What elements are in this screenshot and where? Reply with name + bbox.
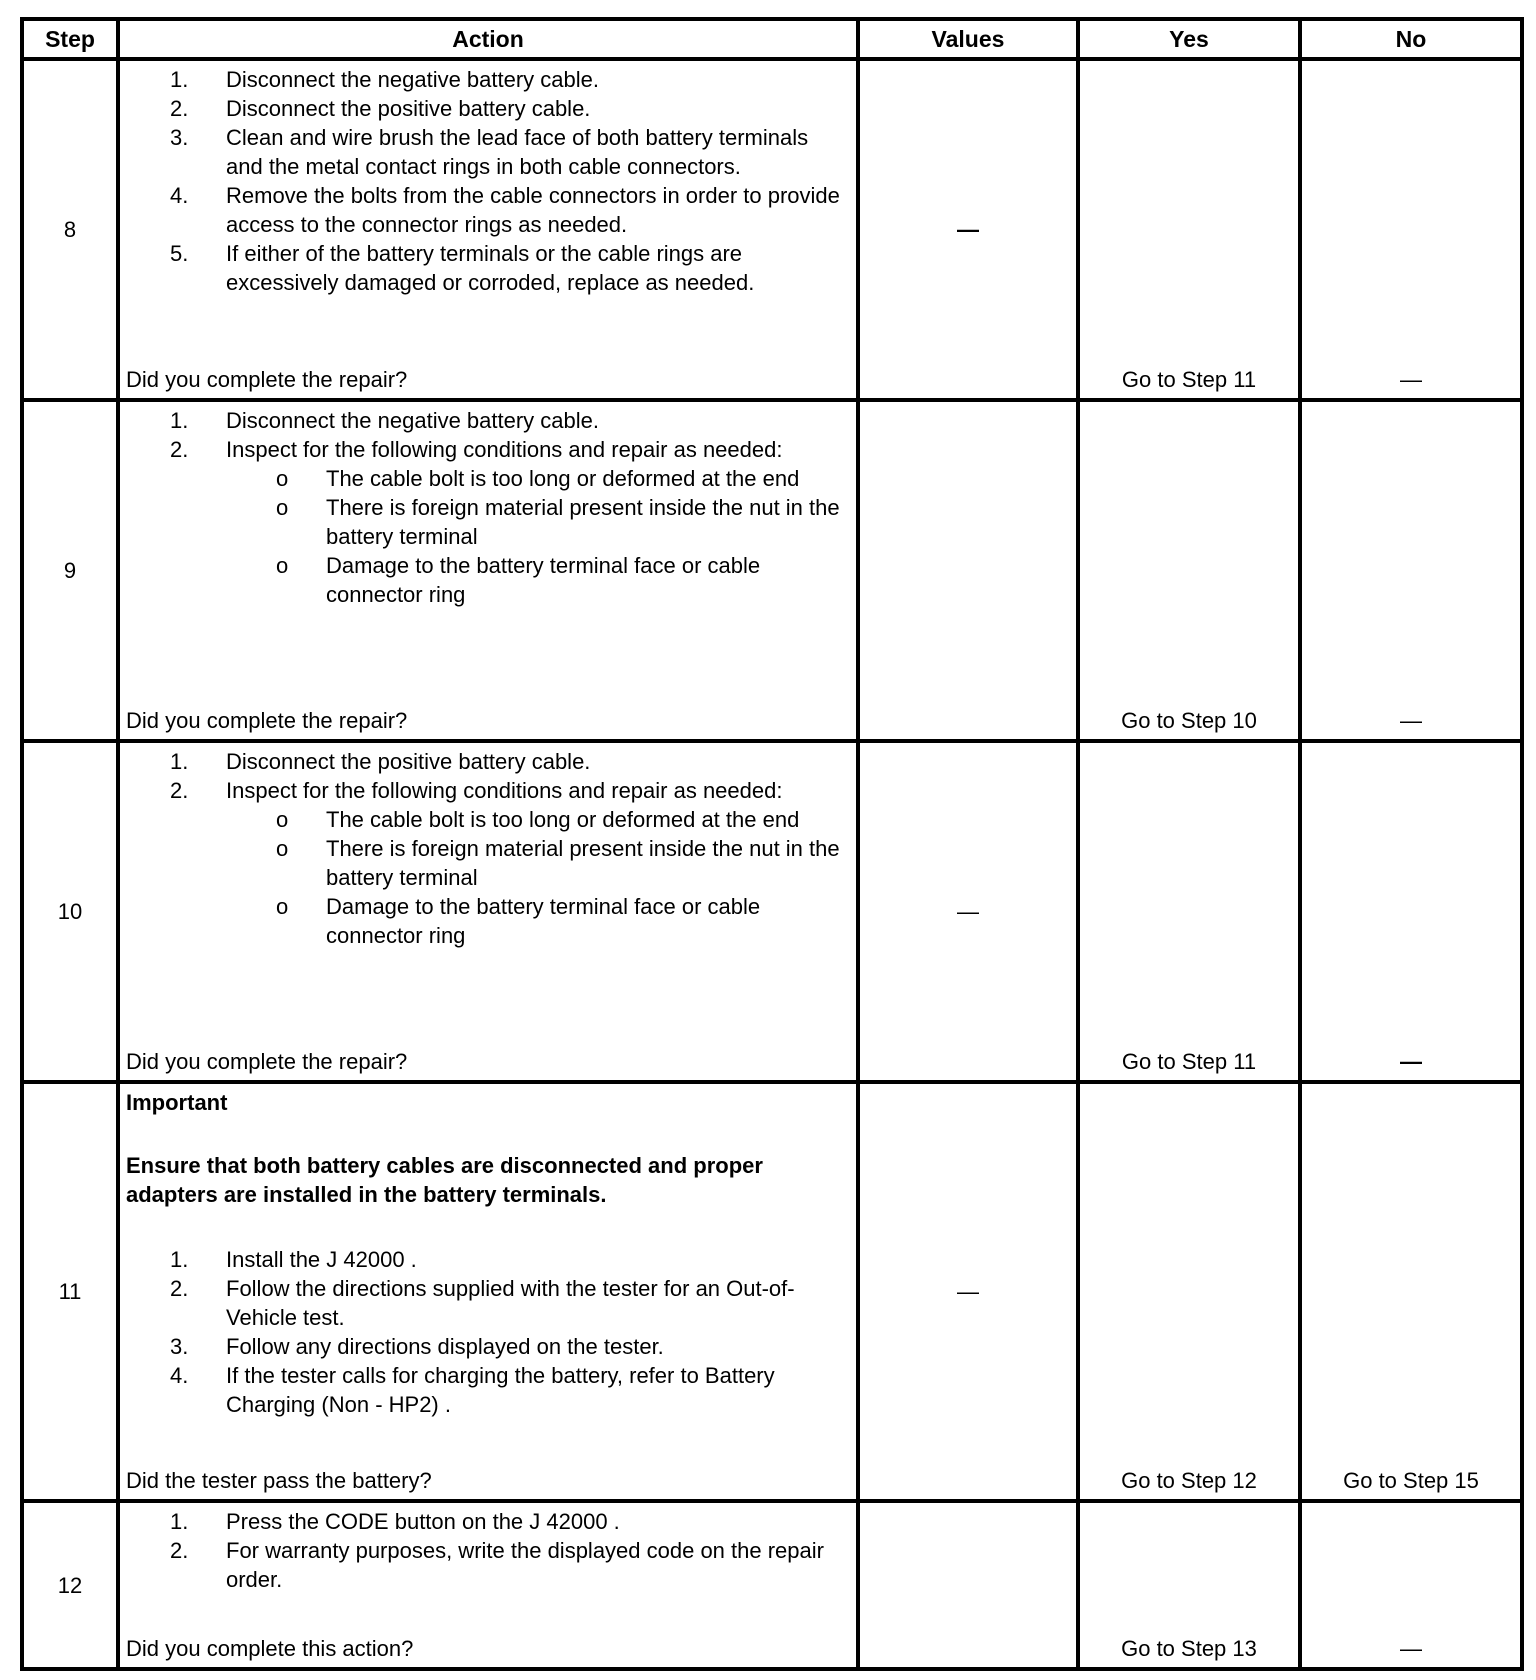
list-item: 4. Remove the bolts from the cable connectors in order to provide access to the connector rings as needed. bbox=[170, 183, 840, 237]
sub-conditions bbox=[126, 464, 850, 609]
yes-cell: Go to Step 11 bbox=[1078, 59, 1300, 400]
list-item: 2. Disconnect the positive battery cable. bbox=[170, 96, 591, 121]
yes-cell: Go to Step 10 bbox=[1078, 400, 1300, 741]
table-row bbox=[22, 1501, 1522, 1669]
step-number: 9 bbox=[22, 400, 118, 741]
step-number: 11 bbox=[22, 1082, 118, 1501]
list-item: 3. Clean and wire brush the lead face of both battery terminals and the metal contact rings in both cable connectors. bbox=[170, 125, 809, 179]
list-item: 5. If either of the battery terminals or the cable rings are excessively damaged or corroded, replace as needed. bbox=[170, 241, 755, 295]
question-text: Did you complete the repair? bbox=[126, 1049, 408, 1074]
list-item: o Damage to the battery terminal face or cable connector ring bbox=[276, 894, 761, 948]
no-cell: — bbox=[1300, 741, 1522, 1082]
action-cell bbox=[118, 400, 858, 741]
header-no: No bbox=[1300, 19, 1522, 59]
list-item: 1. Disconnect the positive battery cable. bbox=[170, 749, 591, 774]
action-cell bbox=[118, 1082, 858, 1501]
list-item: 2. Inspect for the following conditions and repair as needed: bbox=[170, 778, 783, 803]
values-cell: — bbox=[858, 741, 1078, 1082]
header-yes: Yes bbox=[1078, 19, 1300, 59]
no-cell: — bbox=[1300, 59, 1522, 400]
list-item: o The cable bolt is too long or deformed at the end bbox=[276, 466, 800, 491]
step-number: 8 bbox=[22, 59, 118, 400]
header-step: Step bbox=[22, 19, 118, 59]
diagnostic-table bbox=[20, 17, 1524, 1671]
step-number: 10 bbox=[22, 741, 118, 1082]
table-row bbox=[22, 59, 1522, 400]
table-row bbox=[22, 1082, 1522, 1501]
list-item: o There is foreign material present inside the nut in the battery terminal bbox=[276, 836, 840, 890]
no-cell: — bbox=[1300, 1501, 1522, 1669]
important-heading: Important bbox=[126, 1090, 228, 1115]
header-values: Values bbox=[858, 19, 1078, 59]
question-text: Did you complete this action? bbox=[126, 1636, 414, 1661]
question-text: Did you complete the repair? bbox=[126, 708, 408, 733]
list-item: o There is foreign material present inside the nut in the battery terminal bbox=[276, 495, 840, 549]
list-item: 4. If the tester calls for charging the battery, refer to Battery Charging (Non - HP2) . bbox=[170, 1363, 775, 1417]
list-item: 2. Inspect for the following conditions and repair as needed: bbox=[170, 437, 783, 462]
list-item: o The cable bolt is too long or deformed at the end bbox=[276, 807, 800, 832]
values-cell bbox=[858, 400, 1078, 741]
values-cell: — bbox=[858, 1082, 1078, 1501]
list-item: 1. Press the CODE button on the J 42000 . bbox=[170, 1509, 620, 1534]
no-cell: Go to Step 15 bbox=[1300, 1082, 1522, 1501]
action-cell bbox=[118, 59, 858, 400]
yes-cell: Go to Step 13 bbox=[1078, 1501, 1300, 1669]
sub-conditions bbox=[126, 805, 850, 950]
action-cell bbox=[118, 741, 858, 1082]
action-steps bbox=[126, 406, 850, 464]
action-steps bbox=[126, 1507, 850, 1594]
no-cell: — bbox=[1300, 400, 1522, 741]
values-cell: — bbox=[858, 59, 1078, 400]
important-notice: Ensure that both battery cables are disconnected and proper adapters are installed in the battery terminals. bbox=[126, 1153, 763, 1207]
step-number: 12 bbox=[22, 1501, 118, 1669]
table-row bbox=[22, 400, 1522, 741]
header-row bbox=[22, 19, 1522, 59]
list-item: 1. Disconnect the negative battery cable. bbox=[170, 408, 600, 433]
header-action: Action bbox=[118, 19, 858, 59]
question-text: Did you complete the repair? bbox=[126, 367, 408, 392]
values-cell bbox=[858, 1501, 1078, 1669]
list-item: 1. Disconnect the negative battery cable. bbox=[170, 67, 600, 92]
yes-cell: Go to Step 12 bbox=[1078, 1082, 1300, 1501]
list-item: 2. Follow the directions supplied with the tester for an Out-of-Vehicle test. bbox=[170, 1276, 795, 1330]
list-item: o Damage to the battery terminal face or cable connector ring bbox=[276, 553, 761, 607]
action-steps bbox=[126, 65, 850, 297]
action-cell bbox=[118, 1501, 858, 1669]
action-steps bbox=[126, 1245, 850, 1419]
question-text: Did the tester pass the battery? bbox=[126, 1468, 432, 1493]
table-row bbox=[22, 741, 1522, 1082]
action-steps bbox=[126, 747, 850, 805]
list-item: 1. Install the J 42000 . bbox=[170, 1247, 417, 1272]
list-item: 2. For warranty purposes, write the displayed code on the repair order. bbox=[170, 1538, 824, 1592]
yes-cell: Go to Step 11 bbox=[1078, 741, 1300, 1082]
list-item: 3. Follow any directions displayed on the tester. bbox=[170, 1334, 664, 1359]
